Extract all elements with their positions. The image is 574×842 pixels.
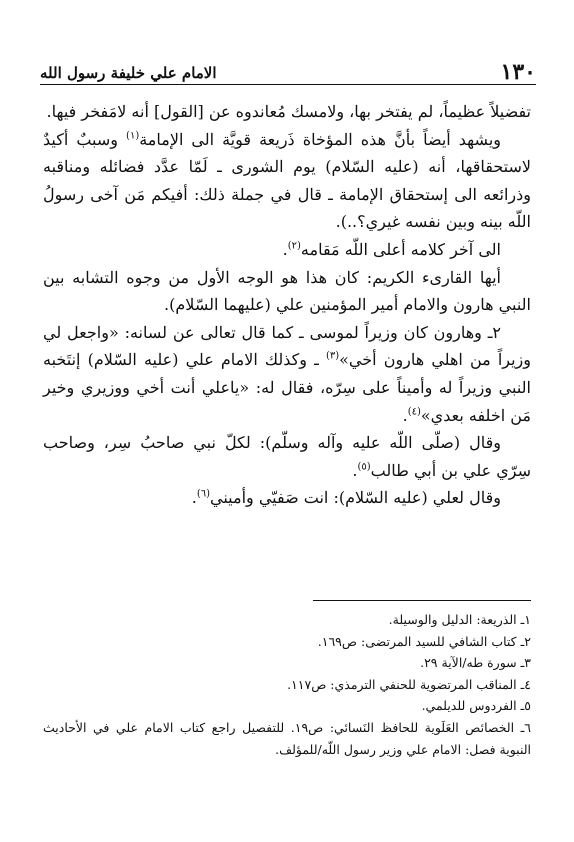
paragraph-1: تفضيلاً عظيماً، لم يفتخر بها، ولامسك مُعاندوه عن [القول] أنه لامَفخر فيها. xyxy=(46,102,531,121)
footnote-5: ٥ـ الفردوس للديلمي. xyxy=(421,698,531,714)
footnote-ref-4: (٤) xyxy=(407,406,421,418)
paragraph-5-end: . xyxy=(402,405,408,425)
footnote-ref-2: (٢) xyxy=(287,240,301,252)
footnotes xyxy=(43,609,531,760)
running-header xyxy=(40,58,536,85)
paragraph-5 xyxy=(43,319,531,429)
paragraph-7-text: وقال لعلي (عليه السّلام): انت صَفيّي وأميني xyxy=(210,488,501,508)
page-number: ١٣٠ xyxy=(500,59,536,85)
paragraph-2-text: ويشهد أيضاً بأنَّ هذه المؤخاة ذَريعة قويَّة الى الإمامة xyxy=(139,129,501,149)
footnote-2: ٢ـ كتاب الشافي للسيد المرتضى: ص١٦٩. xyxy=(317,633,531,649)
footnote-4: ٤ـ المناقب المرتضوية للحنفي الترمذي: ص١١٧. xyxy=(287,676,531,692)
paragraph-5-rest: ـ وكذلك الامام علي (عليه السّلام) إنتَخبه النبي وزيراً له وأميناً على سِرّه، فقال له: «ياعلي أنت أخي ووزيري وخير مَن اخلفه بعدي» xyxy=(43,350,531,425)
paragraph-3-end: . xyxy=(282,239,288,259)
paragraph-3-text: الى آخر كلامه أعلى اللّه مَقامه xyxy=(300,239,501,259)
paragraph-7-end: . xyxy=(191,488,197,508)
footnote-6: ٦ـ الخصائص العَلَوية للحافظ النَسائي: ص١٩. للتفصيل راجع كتاب الامام علي في الأحاديث النبوية فصل: الامام علي وزير رسول اللّه/للمؤلف. xyxy=(43,719,531,757)
paragraph-2-rest: وسببٌ أكيدٌ لاستحقاقها، أنه (عليه السّلام) يوم الشورى ـ لَمّا عدَّد فضائله ومناقبه وذرائعه الى إستحقاق الإمامة ـ قال في جملة ذلك: أفيكم مَن آخى رسولُ اللّه بينه وبين نفسه غيري؟..). xyxy=(43,129,531,232)
footnote-ref-5: (٥) xyxy=(357,461,371,473)
footnote-ref-3: (٣) xyxy=(325,351,340,363)
paragraph-3 xyxy=(43,236,531,264)
running-title: الامام علي خليفة رسول الله xyxy=(40,64,217,82)
paragraph-5-text: ٢ـ وهارون كان وزيراً لموسى ـ كما قال تعالى عن لسانه: «واجعل لي وزيراً من اهلي هارون أخي» xyxy=(43,322,532,370)
paragraph-7 xyxy=(43,484,531,512)
paragraph-6-text: وقال (صلّى اللّه عليه وآله وسلّم): لكلّ نبي صاحبُ سِر، وصاحب سِرّي علي بن أبي طالب xyxy=(43,433,531,480)
paragraph-6 xyxy=(43,429,531,484)
footnote-ref-6: (٦) xyxy=(196,488,211,500)
footnote-3: ٣ـ سورة طه/الآية ٢٩. xyxy=(420,655,531,671)
footnote-divider xyxy=(313,600,531,601)
paragraph-6-end: . xyxy=(352,460,358,480)
paragraph-2 xyxy=(43,126,531,236)
main-text xyxy=(43,98,531,512)
footnote-1: ١ـ الذريعة: الدليل والوسيلة. xyxy=(388,612,531,627)
footnote-ref-1: (١) xyxy=(126,130,140,142)
paragraph-4: أيها القارىء الكريم: كان هذا هو الوجه الأول من وجوه التشابه بين النبي هارون والامام أمير المؤمنين علي (عليهما السّلام). xyxy=(43,267,531,315)
